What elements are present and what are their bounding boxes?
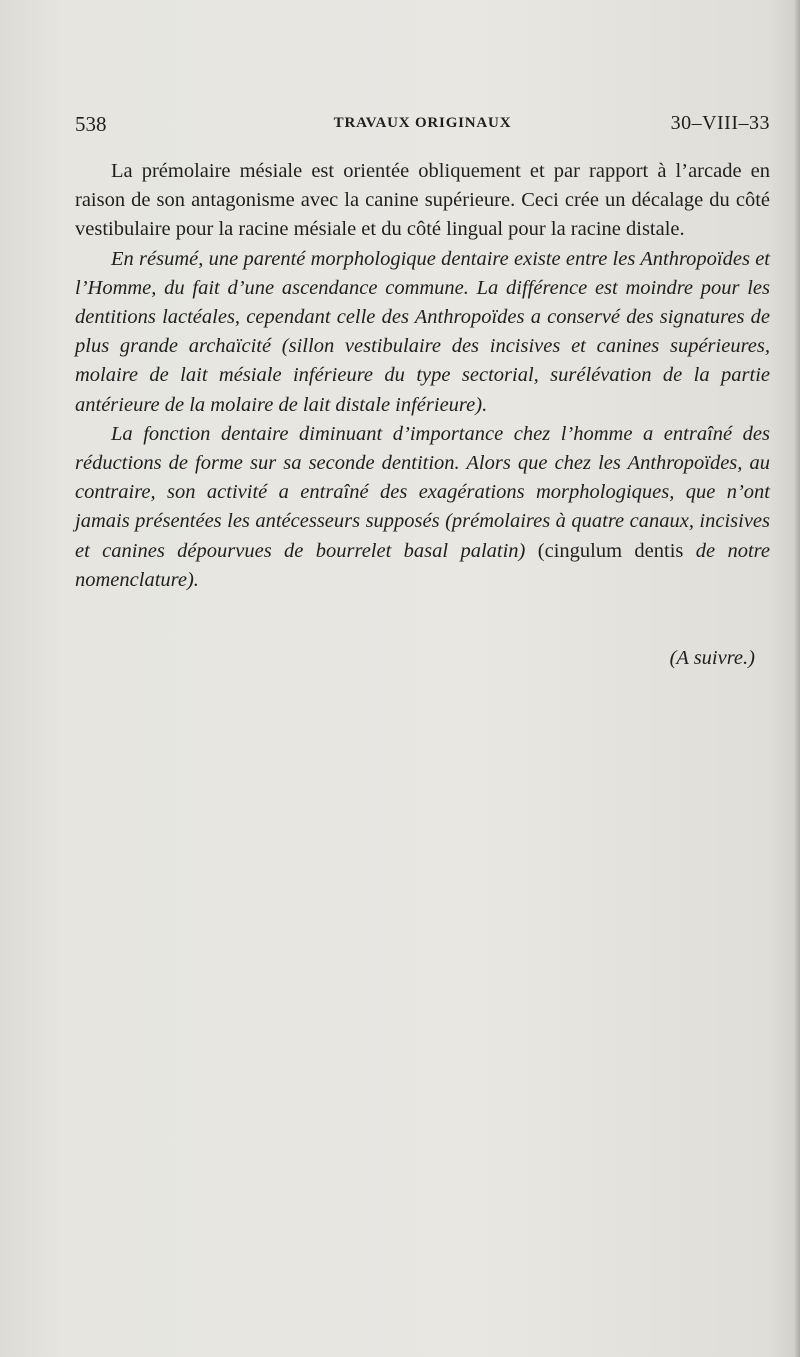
- paragraph-fonction-italic: La fonction dentaire diminuant d’importance chez l’homme a entraîné des réductions de forme sur sa seconde dentition. Alors que chez les Anthropoïdes, au contraire, son activité a entraîné des exagérations morphologiques, que n’ont jamais présentées les antécesseurs supposés (prémolaires à quatre canaux, incisives et canines dépourvues de bourrelet basal palatin): [75, 422, 770, 562]
- article-body: [75, 157, 770, 595]
- paragraph-resume: En résumé, une parenté morphologique dentaire existe entre les Anthropoïdes et l’Homme, du fait d’une ascendance commune. La différence est moindre pour les dentitions lactéales, cependant celle des Anthropoïdes a conservé des signatures de plus grande archaïcité (sillon vestibulaire des incisives et canines supérieures, molaire de lait mésiale inférieure du type sectorial, surélévation de la partie antérieure de la molaire de lait distale inférieure).: [75, 247, 770, 416]
- paragraph-premolaire: La prémolaire mésiale est orientée obliquement et par rapport à l’arcade en raison de son antagonisme avec la canine supérieure. Ceci crée un décalage du côté vestibulaire pour la racine mésiale et du côté lingual pour la racine distale.: [75, 160, 770, 241]
- to-be-continued: (A suivre.): [669, 647, 755, 669]
- paragraph-fonction-roman: (cingulum dentis: [525, 539, 696, 562]
- running-header: [75, 112, 770, 142]
- paragraph-fonction: [75, 420, 770, 595]
- paragraph-fonction-italic-end: de notre nomenclature).: [75, 539, 770, 591]
- page-number: 538: [75, 112, 107, 136]
- issue-date: 30–VIII–33: [670, 112, 770, 134]
- page-edge-shadow: [794, 0, 800, 1357]
- running-title: TRAVAUX ORIGINAUX: [333, 115, 512, 131]
